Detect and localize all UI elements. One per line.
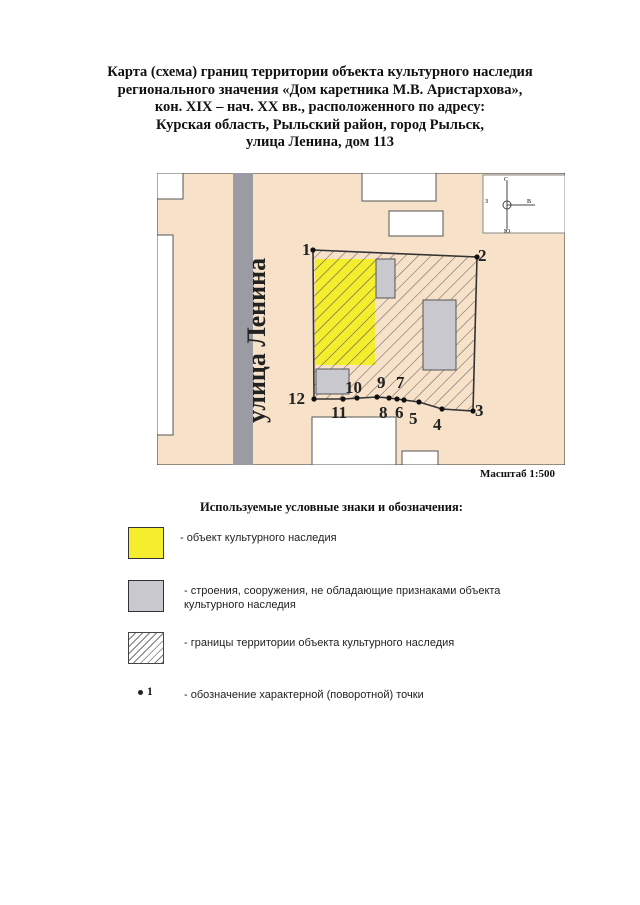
point-label-2: 2	[478, 246, 487, 265]
point-label-10: 10	[345, 378, 362, 397]
legend-text-building-2: культурного наследия	[184, 599, 296, 611]
plot-bottom-center	[312, 417, 396, 465]
point-label-12: 12	[288, 389, 305, 408]
point-label-3: 3	[475, 401, 484, 420]
point-label-6: 6	[395, 403, 404, 422]
compass-east: В	[527, 199, 532, 205]
legend-title: Используемые условные знаки и обозначения:	[200, 500, 463, 514]
legend-point-symbol	[138, 686, 153, 698]
heritage-object-hatch	[315, 259, 375, 365]
legend-text-boundary: - границы территории объекта культурного наследия	[184, 637, 455, 649]
compass-west: З	[485, 199, 489, 205]
boundary-map	[157, 173, 565, 465]
point-label-11: 11	[331, 403, 348, 422]
map-scale: Масштаб 1:500	[480, 468, 556, 480]
title-line-1: Карта (схема) границ территории объекта культурного наследия	[107, 64, 533, 80]
title-line-2: регионального значения «Дом каретника М.В. Аристархова»,	[117, 81, 523, 98]
plot-bottom-right	[402, 451, 438, 465]
point-label-8: 8	[379, 403, 388, 422]
plot-left-side	[157, 235, 173, 435]
legend-text-building-1: - строения, сооружения, не обладающие признаками объекта	[184, 585, 501, 597]
legend-swatch-heritage	[128, 527, 164, 559]
building-right	[423, 300, 456, 370]
point-label-9: 9	[377, 373, 386, 392]
compass-south: Ю	[504, 229, 511, 235]
plot-top-center	[362, 173, 436, 201]
point-label-5: 5	[409, 409, 418, 428]
compass-north: С	[504, 177, 509, 183]
title-line-4: Курская область, Рыльский район, город Рыльск,	[155, 116, 485, 133]
title-line-3: кон. XIX – нач. XX вв., расположенного по адресу:	[154, 99, 486, 115]
building-small-top	[376, 259, 395, 298]
plot-top-left	[157, 173, 183, 199]
point-label-1: 1	[302, 240, 311, 259]
legend-point-number: 1	[147, 686, 153, 698]
legend-text-heritage: - объект культурного наследия	[180, 532, 337, 544]
title-line-5: улица Ленина, дом 113	[245, 134, 395, 150]
street-label: улица Ленина	[242, 257, 271, 423]
legend-swatch-boundary	[128, 632, 164, 664]
point-label-7: 7	[396, 373, 405, 392]
document-title	[60, 64, 580, 152]
legend-text-point: - обозначение характерной (поворотной) точки	[184, 689, 424, 701]
compass-rose	[483, 175, 565, 235]
plot-top-mid	[389, 211, 443, 236]
point-dot-icon	[138, 690, 143, 695]
point-label-4: 4	[433, 415, 442, 434]
legend-swatch-building	[128, 580, 164, 612]
